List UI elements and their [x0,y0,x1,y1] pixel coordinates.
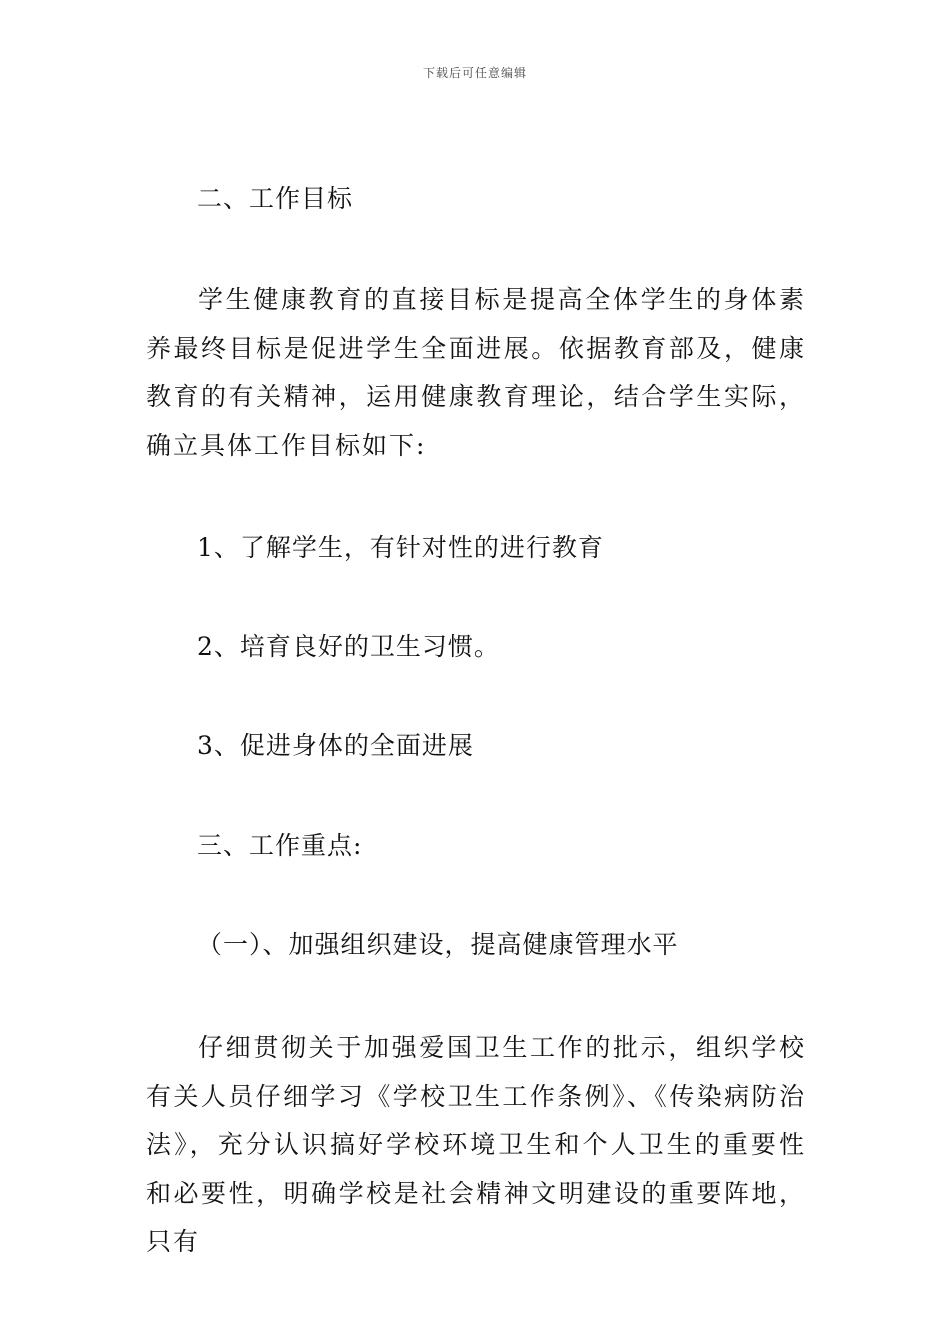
goal-item: 3、促进身体的全面进展 [197,731,474,760]
goal-item: 2、培育良好的卫生习惯。 [197,632,500,661]
paragraph-goals-intro: 学生健康教育的直接目标是提高全体学生的身体素养最终目标是促进学生全面进展。依据教育部及，健康教育的有关精神，运用健康教育理论，结合学生实际，确立具体工作目标如下: [146,285,806,460]
goal-item: 1、了解学生，有针对性的进行教育 [197,533,604,562]
section-title-focus: 三、工作重点: [197,831,363,860]
section-title-goals: 二、工作目标 [197,184,354,213]
subsection-title: （一）、加强组织建设，提高健康管理水平 [197,930,679,959]
page-header: 下载后可任意编辑 [422,66,527,80]
paragraph-organization: 仔细贯彻关于加强爱国卫生工作的批示，组织学校有关人员仔细学习《学校卫生工作条例》、《传染病防治法》，充分认识搞好学校环境卫生和个人卫生的重要性和必要性，明确学校是社会精神文明建设的重要阵地，只有 [146,1033,806,1256]
